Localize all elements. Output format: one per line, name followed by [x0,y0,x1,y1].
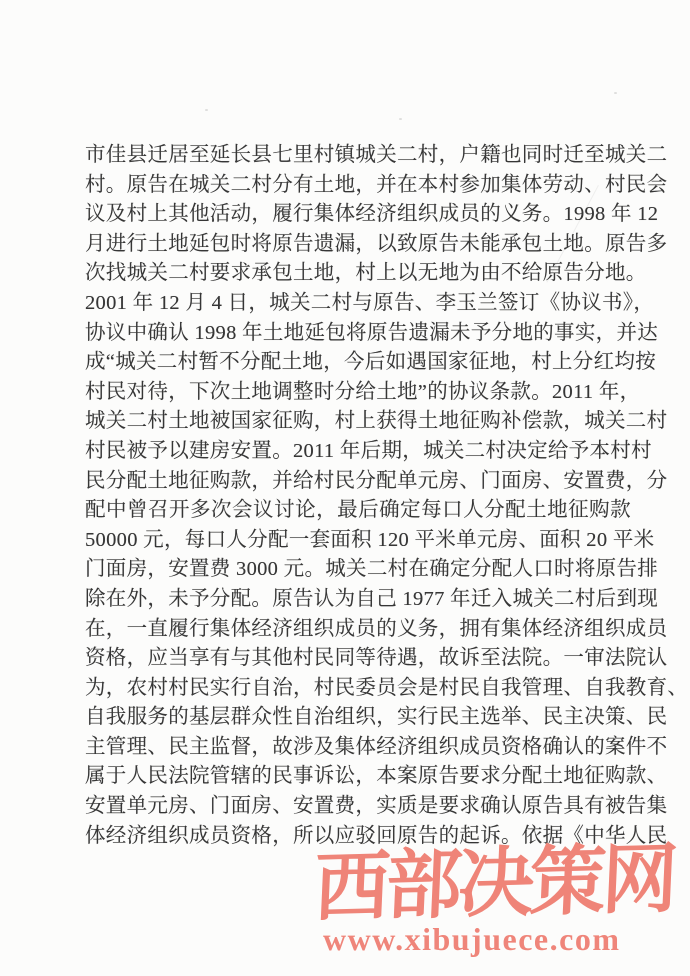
text-line: 在，一直履行集体经济组织成员的义务，拥有集体经济组织成员 [85,617,668,640]
text-line: 配中曾召开多次会议讨论，最后确定每口人分配土地征购款 [85,499,631,522]
text-line: 市佳县迁居至延长县七里村镇城关二村，户籍也同时迁至城关二 [85,144,668,166]
text-line: 成“城关二村暂不分配土地，今后如遇国家征地，村上分红均按 [85,351,656,374]
scan-speck [399,118,402,120]
text-line: 体经济组织成员资格，所以应驳回原告的起诉。依据《中华人民 [85,824,668,847]
text-line: 自我服务的基层群众性自治组织，实行民主选举、民主决策、民 [85,706,668,729]
text-line: 属于人民法院管辖的民事诉讼，本案原告要求分配土地征购款、 [85,765,668,788]
judgment-body-text [85,141,689,851]
scan-speck [614,92,617,94]
text-line: 协议中确认 1998 年土地延包将原告遗漏未予分地的事实，并达 [85,321,659,344]
text-line: 议及村上其他活动，履行集体经济组织成员的义务。1998 年 12 [85,203,659,226]
text-line: 主管理、民主监督，故涉及集体经济组织成员资格确认的案件不 [85,735,668,758]
text-line: 城关二村土地被国家征购，村上获得土地征购补偿款，城关二村 [85,410,668,433]
text-line: 50000 元，每口人分配一套面积 120 平米单元房、面积 20 平米 [85,528,655,551]
text-line: 2001 年 12 月 4 日，城关二村与原告、李玉兰签订《协议书》， [85,291,655,314]
watermark-logo-text: 西部决策网 [312,837,676,932]
text-line: 村民被予以建房安置。2011 年后期，城关二村决定给予本村村 [85,439,652,462]
text-line: 次找城关二村要求承包土地，村上以无地为由不给原告分地。 [85,262,647,285]
text-line: 门面房，安置费 3000 元。城关二村在确定分配人口时将原告排 [85,558,659,581]
text-line: 民分配土地征购款，并给村民分配单元房、门面房、安置费，分 [85,469,668,492]
text-line: 除在外，未予分配。原告认为自己 1977 年迁入城关二村后到现 [85,587,659,610]
text-line: 村民对待，下次土地调整时分给土地”的协议条款。2011 年， [85,380,641,403]
watermark-url-text: www.xibujuece.com [323,921,621,957]
text-line: 为，农村村民实行自治，村民委员会是村民自我管理、自我教育、 [85,676,689,699]
text-line: 村。原告在城关二村分有土地，并在本村参加集体劳动、村民会 [85,173,668,196]
text-line: 月进行土地延包时将原告遗漏，以致原告未能承包土地。原告多 [85,232,668,255]
scan-speck [205,109,208,111]
text-line: 资格，应当享有与其他村民同等待遇，故诉至法院。一审法院认 [85,647,668,670]
text-line: 安置单元房、门面房、安置费，实质是要求确认原告具有被告集 [85,795,668,818]
